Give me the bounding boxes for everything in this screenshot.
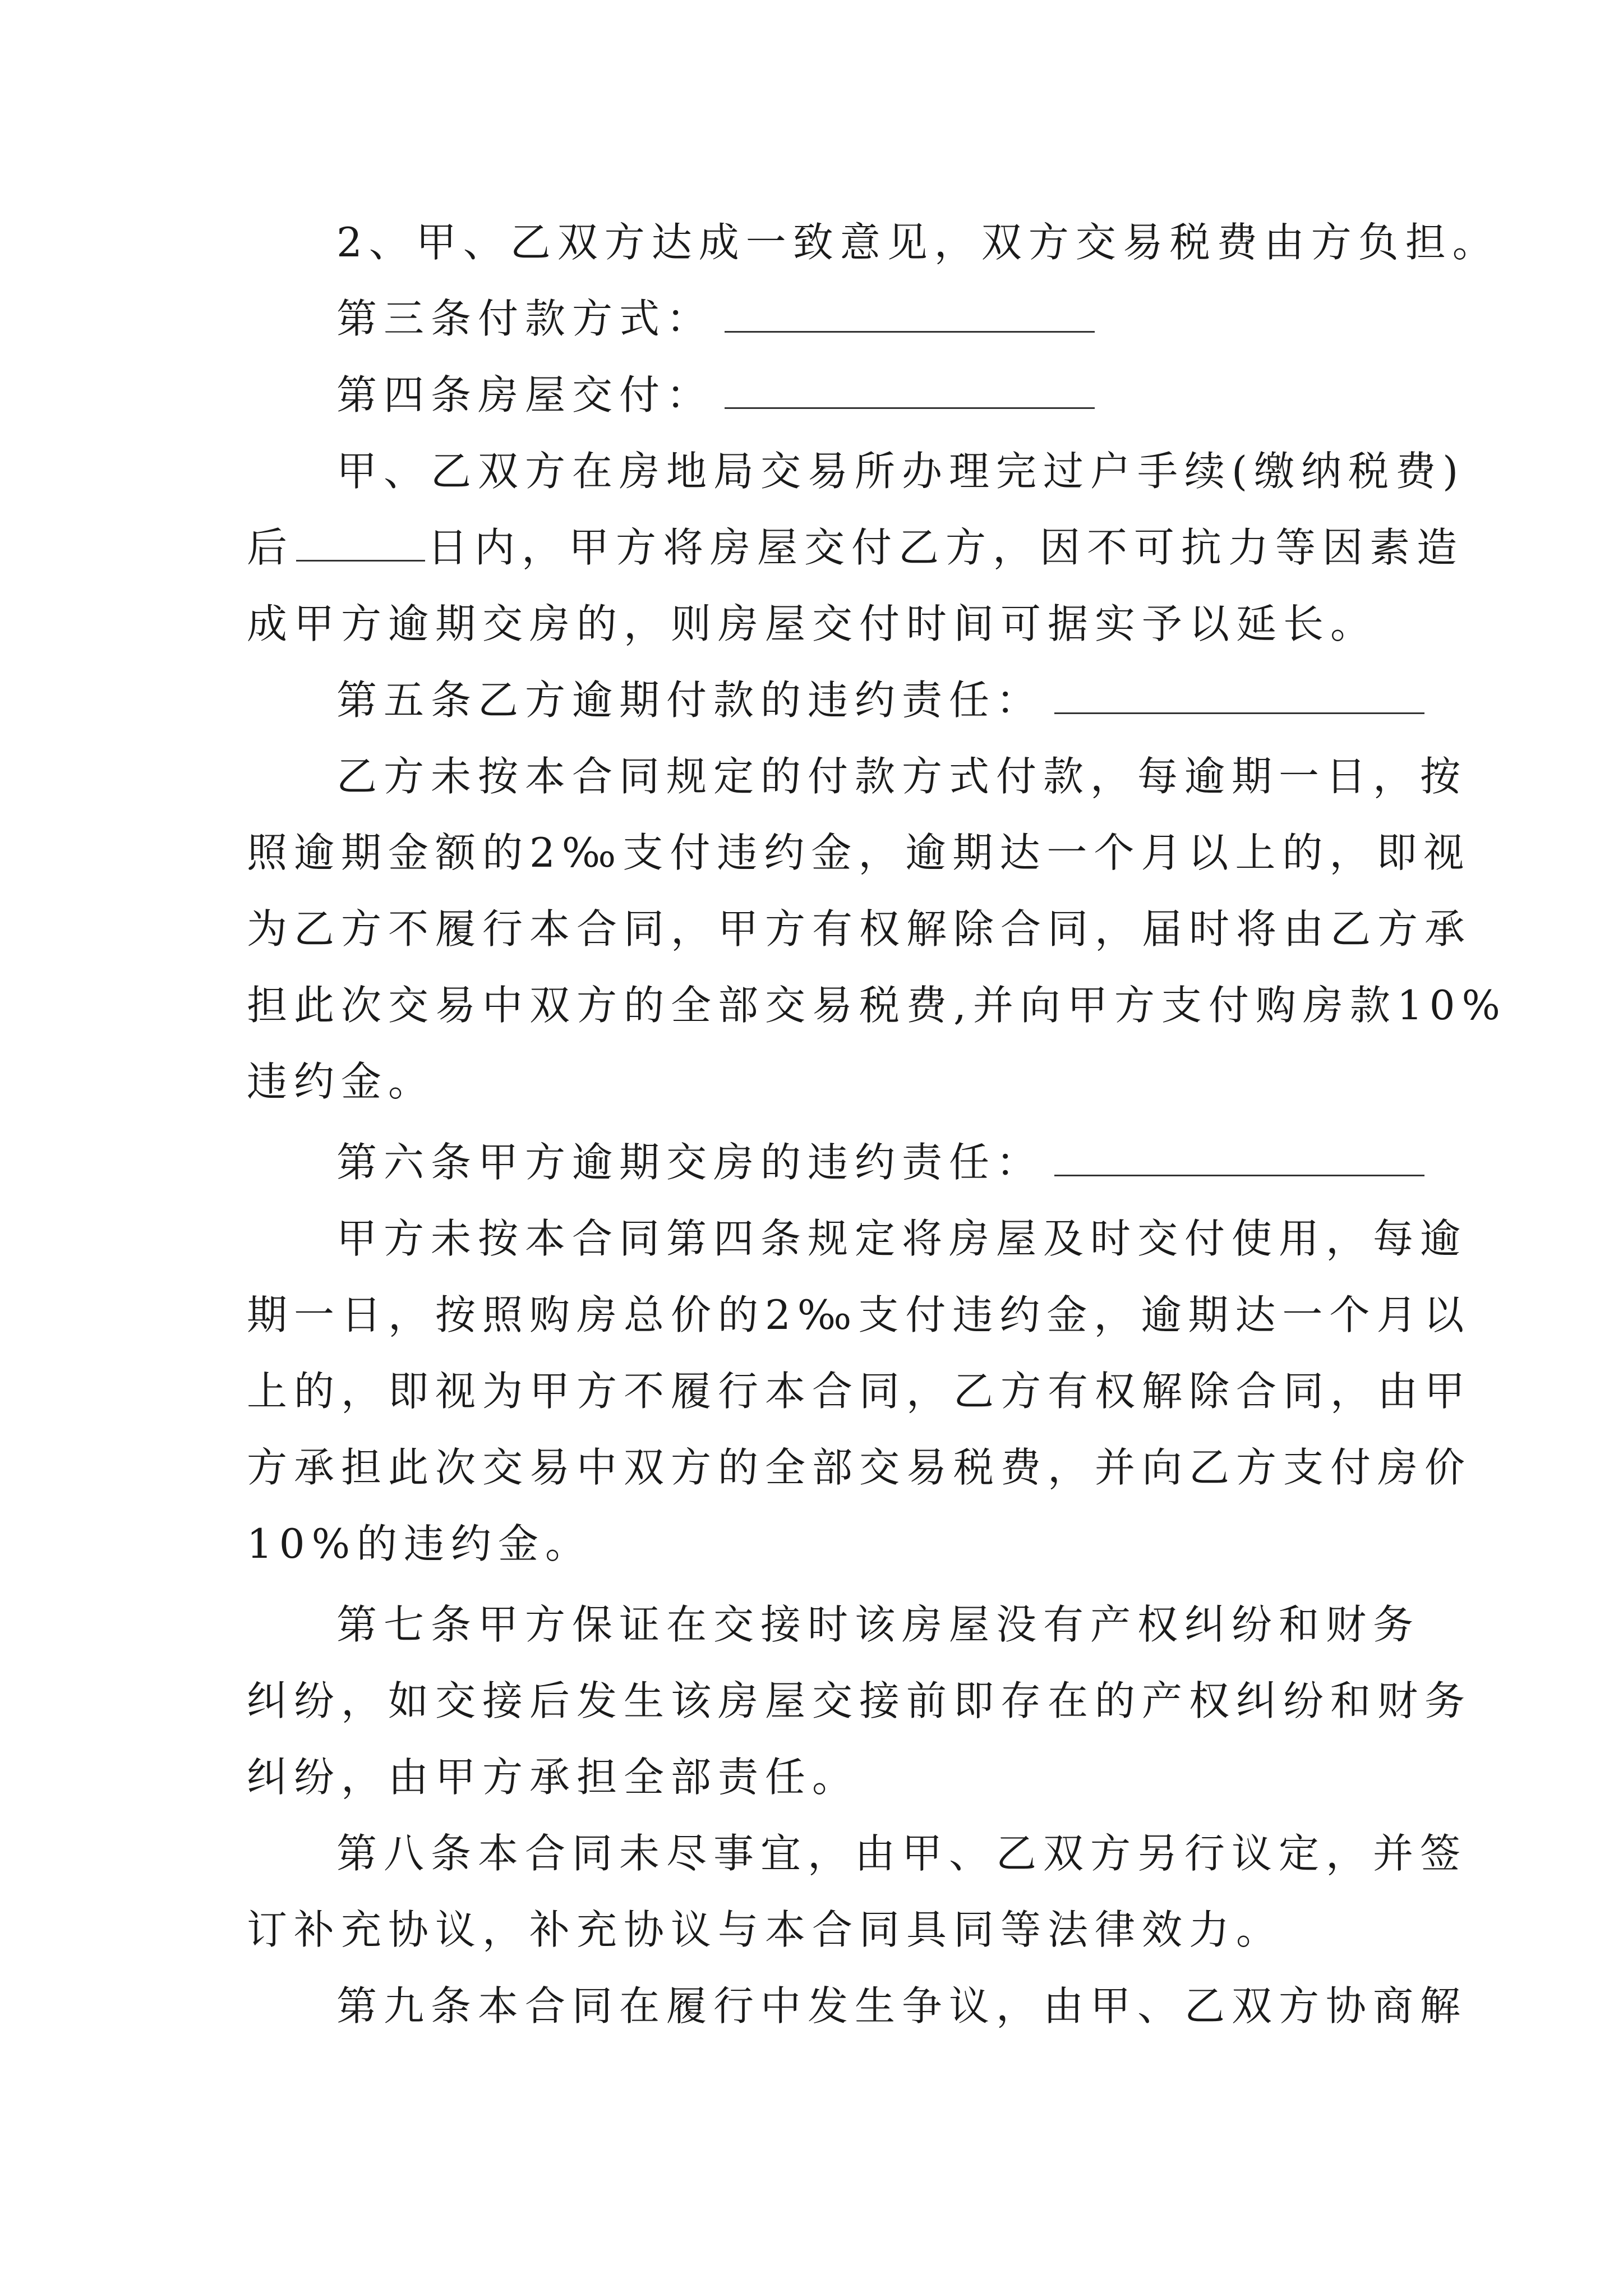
paragraph-line [247, 1288, 1471, 1342]
paragraph-line [247, 902, 1472, 956]
paragraph-line [247, 1364, 1472, 1418]
seller-liability-blank[interactable] [1054, 1141, 1424, 1176]
text-line: 甲方未按本合同第四条规定将房屋及时交付使用，每逾 [336, 1215, 1468, 1262]
text-line: 日内，甲方将房屋交付乙方，因不可抗力等因素造 [427, 524, 1464, 571]
text-line: 上的，即视为甲方不履行本合同，乙方有权解除合同，由甲 [247, 1368, 1472, 1415]
text-line: 照逾期金额的2‰支付违约金，逾期达一个月以上的，即视 [247, 829, 1471, 876]
text-line: 纠纷，如交接后发生该房屋交接前即存在的产权纠纷和财务 [247, 1677, 1472, 1724]
text-line: 第四条房屋交付： [336, 371, 714, 418]
paragraph-line [247, 826, 1471, 880]
text-line: 方承担此次交易中双方的全部交易税费，并向乙方支付房价 [247, 1444, 1472, 1491]
text-line: 第七条甲方保证在交接时该房屋没有产权纠纷和财务 [336, 1601, 1421, 1648]
article-9-disputes [336, 1979, 1481, 2033]
text-line: 甲、乙双方在房地局交易所办理完过户手续(缴纳税费) [336, 448, 1465, 495]
article-7-title-warranty [336, 1598, 1481, 1651]
article-5-buyer-late-payment [336, 673, 1481, 727]
buyer-liability-blank[interactable] [1054, 679, 1424, 714]
paragraph-line [247, 1055, 1391, 1108]
text-line: 10%的违约金。 [247, 1520, 593, 1567]
paragraph-line [247, 1517, 1391, 1571]
text-line: 2、甲、乙双方达成一致意见，双方交易税费由方负担。 [336, 219, 1500, 266]
text-line: 第六条甲方逾期交房的违约责任： [336, 1139, 1044, 1186]
text-line: 订补充协议，补充协议与本合同具同等法律效力。 [247, 1906, 1284, 1953]
paragraph-line [247, 978, 1507, 1032]
paragraph-line [247, 597, 1391, 651]
text-line: 为乙方不履行本合同，甲方有权解除合同，届时将由乙方承 [247, 905, 1472, 953]
text-line: 纠纷，由甲方承担全部责任。 [247, 1754, 860, 1801]
paragraph-line [247, 1674, 1472, 1728]
house-delivery-blank[interactable] [725, 374, 1095, 409]
text-line: 第三条付款方式： [336, 295, 714, 342]
article-8-supplementary [336, 1826, 1481, 1880]
text-line: 后 [247, 524, 294, 571]
article-6-seller-late-delivery [336, 1135, 1481, 1189]
article-3-payment-method [336, 292, 1481, 346]
payment-method-blank[interactable] [725, 297, 1095, 333]
text-line: 成甲方逾期交房的，则房屋交付时间可据实予以延长。 [247, 600, 1378, 647]
text-line: 乙方未按本合同规定的付款方式付款，每逾期一日，按 [336, 753, 1468, 800]
text-line: 第九条本合同在履行中发生争议，由甲、乙双方协商解 [336, 1982, 1468, 2030]
text-line: 违约金。 [247, 1058, 436, 1105]
text-line: 期一日，按照购房总价的2‰支付违约金，逾期达一个月以 [247, 1291, 1471, 1338]
paragraph-line [247, 1441, 1472, 1494]
paragraph-line [247, 521, 1464, 574]
days-blank[interactable] [296, 526, 425, 562]
paragraph-line [247, 1903, 1391, 1957]
paragraph-line [336, 1212, 1481, 1266]
text-line: 第五条乙方逾期付款的违约责任： [336, 677, 1044, 724]
paragraph-line [247, 1750, 1391, 1804]
article-4-house-delivery [336, 368, 1481, 422]
clause-2-tax-line [336, 215, 1500, 269]
paragraph-line [336, 749, 1481, 803]
paragraph-line [336, 444, 1481, 498]
text-line: 第八条本合同未尽事宜，由甲、乙双方另行议定，并签 [336, 1830, 1468, 1877]
text-line: 担此次交易中双方的全部交易税费,并向甲方支付购房款10% [247, 982, 1507, 1029]
